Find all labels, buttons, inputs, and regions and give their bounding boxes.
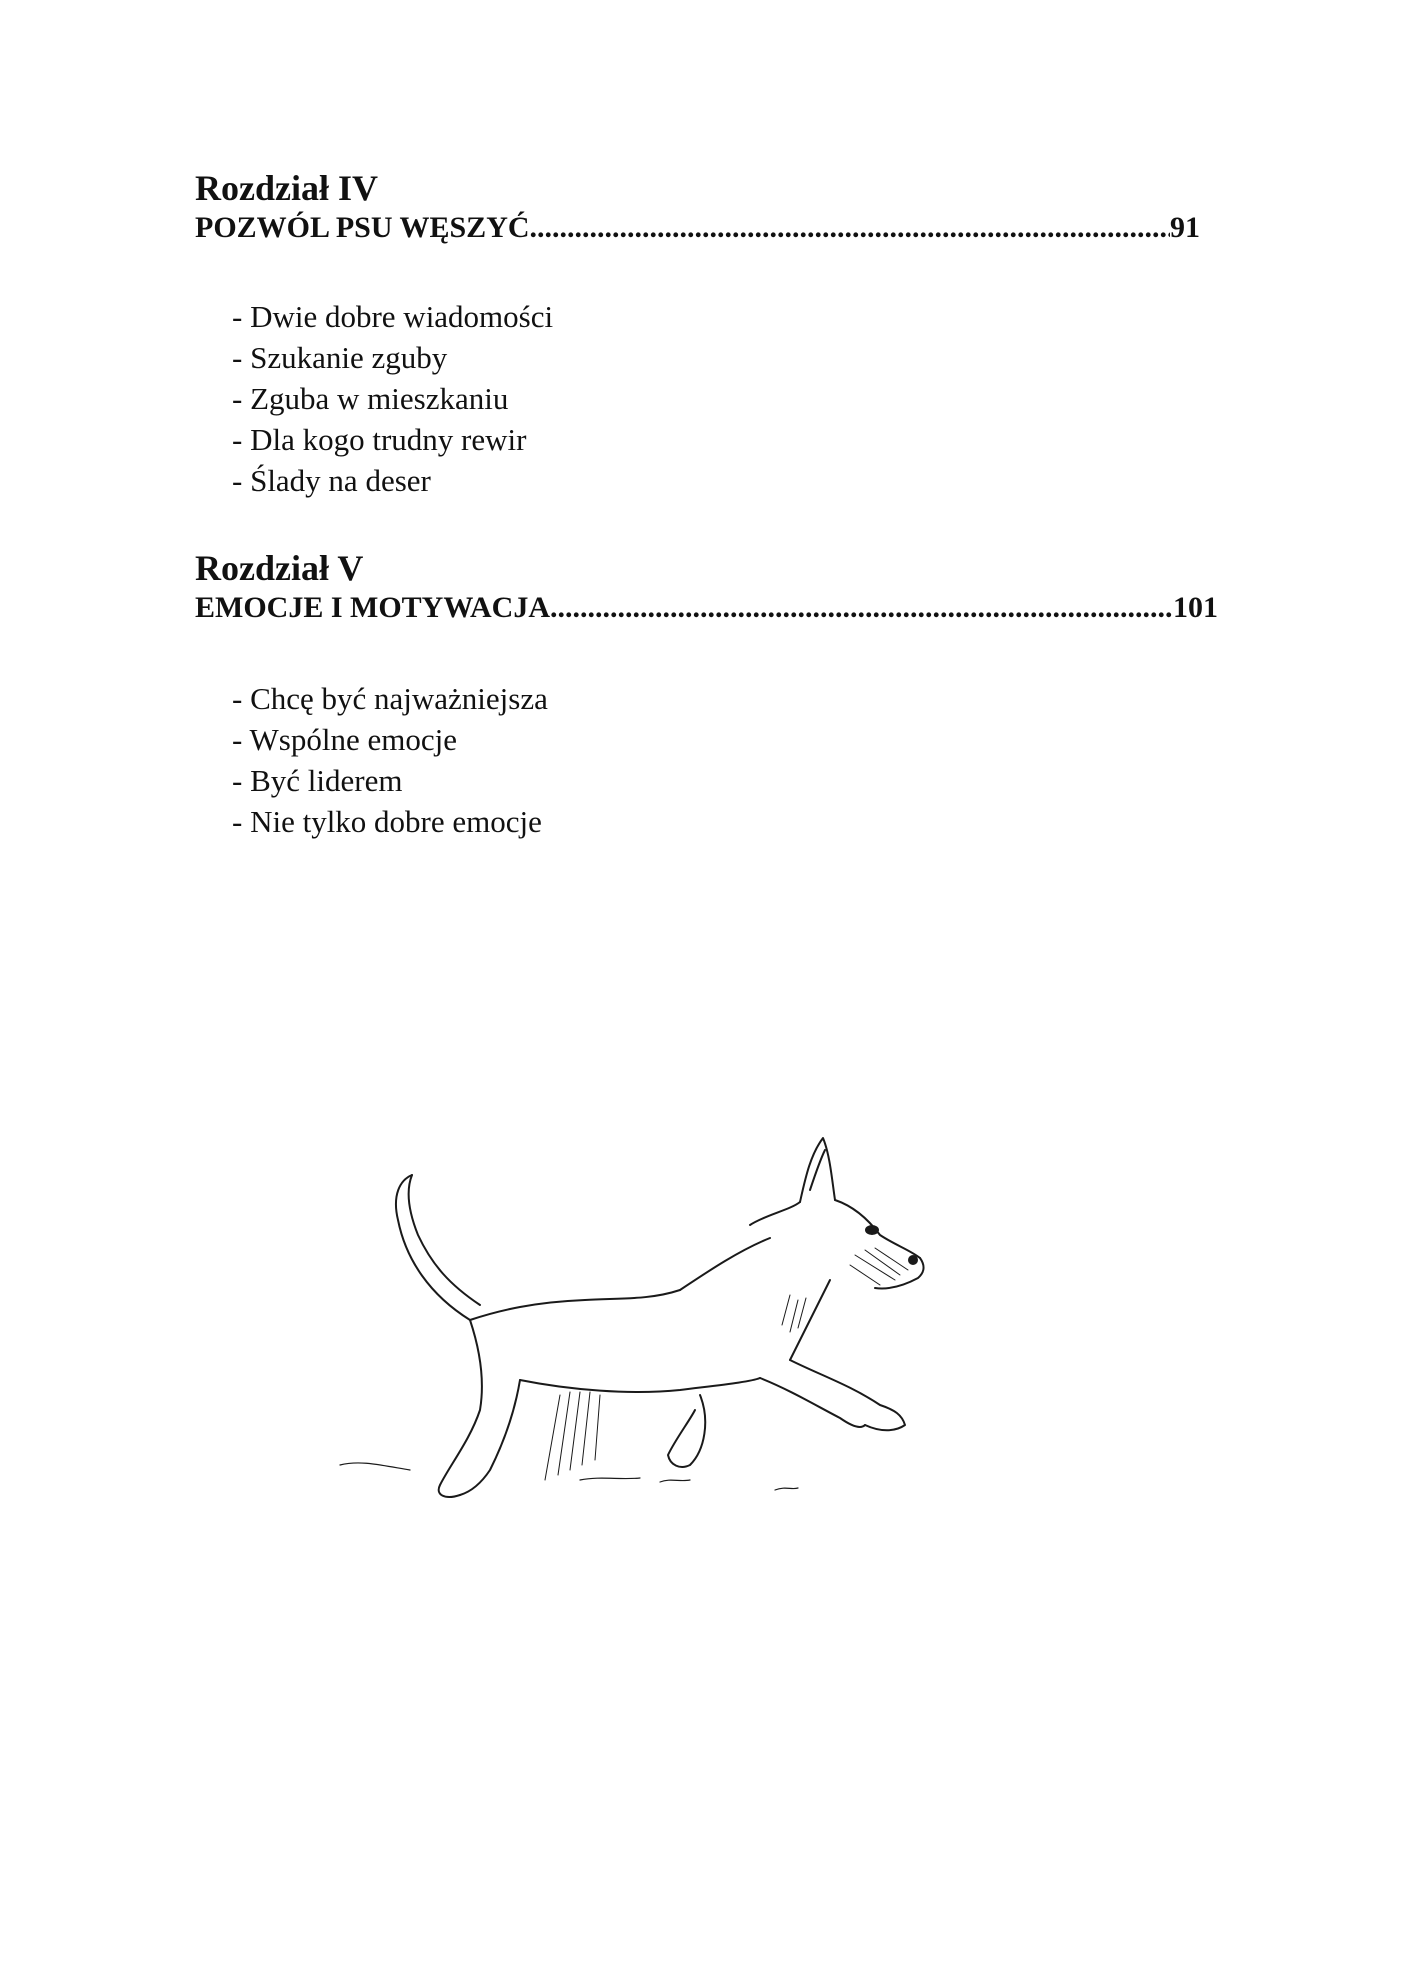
chapter-4-title: POZWÓL PSU WĘSZYĆ xyxy=(195,211,530,244)
chapter-5-title: EMOCJE I MOTYWACJA xyxy=(195,591,551,624)
dot-leader xyxy=(550,588,1173,628)
chapter-5 xyxy=(195,548,1218,628)
chapter-4 xyxy=(195,168,1200,248)
chapter-5-label: Rozdział V xyxy=(195,548,364,588)
chapter-4-subitems xyxy=(232,296,553,501)
list-item: - Szukanie zguby xyxy=(232,340,448,375)
list-item: - Dwie dobre wiadomości xyxy=(232,299,554,334)
list-item: - Wspólne emocje xyxy=(232,722,457,757)
list-item: - Ślady na deser xyxy=(232,463,431,498)
chapter-4-page-number: 91 xyxy=(1170,211,1200,244)
chapter-4-label: Rozdział IV xyxy=(195,168,378,208)
list-item: - Chcę być najważniejsza xyxy=(232,681,548,716)
list-item: - Nie tylko dobre emocje xyxy=(232,804,542,839)
running-puppy-sketch-icon xyxy=(320,1120,1080,1620)
chapter-5-subitems xyxy=(232,678,548,842)
list-item: - Być liderem xyxy=(232,763,403,798)
chapter-5-page-number: 101 xyxy=(1173,591,1218,624)
chapter-5-toc-entry xyxy=(195,588,1218,628)
chapter-4-toc-entry xyxy=(195,208,1200,248)
dot-leader xyxy=(530,208,1170,248)
list-item: - Dla kogo trudny rewir xyxy=(232,422,527,457)
list-item: - Zguba w mieszkaniu xyxy=(232,381,509,416)
